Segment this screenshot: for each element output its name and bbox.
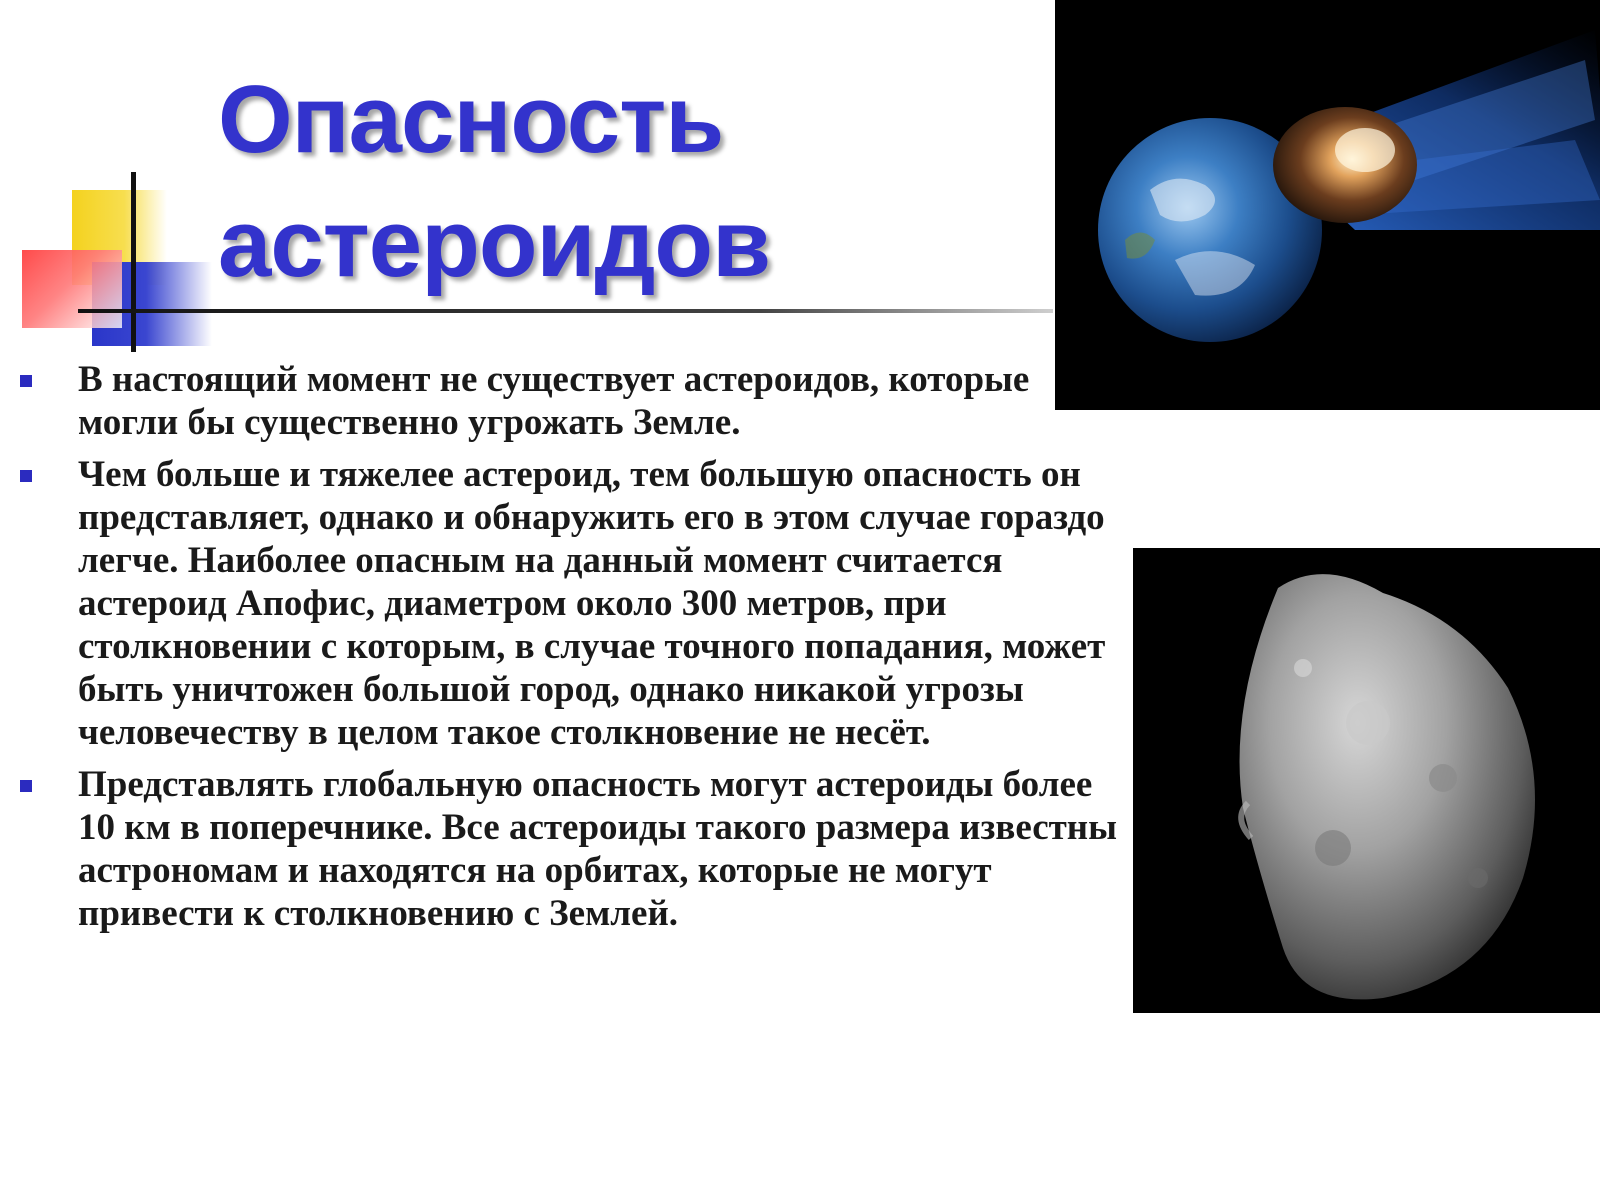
- bullet-list: [20, 358, 1120, 944]
- bullet-square-icon: [20, 470, 32, 482]
- list-item: [20, 763, 1120, 935]
- slide-title: [218, 58, 770, 306]
- bullet-text: Представлять глобальную опасность могут астероиды более 10 км в поперечнике. Все астероиды такого размера известны астрономам и находятся на орбитах, которые не могут привести к столкновению с Землей.: [78, 764, 1118, 934]
- slide-title-line-2: астероидов: [218, 190, 771, 297]
- list-item: [20, 358, 1120, 444]
- title-underline: [78, 309, 1053, 313]
- bullet-square-icon: [20, 375, 32, 387]
- bullet-text: В настоящий момент не существует астероидов, которые могли бы существенно угрожать Земле.: [78, 359, 1030, 443]
- asteroid-impact-earth-image: [1055, 0, 1600, 410]
- slide-title-line-1: Опасность: [218, 66, 724, 173]
- bullet-text: Чем больше и тяжелее астероид, тем большую опасность он представляет, однако и обнаружить его в этом случае гораздо легче. Наиболее опасным на данный момент считается астероид Апофис, диаметром около 300 метров, при столкновении с которым, в случае точного попадания, может быть уничтожен большой город, однако никакой угрозы человечеству в целом такое столкновение не несёт.: [78, 454, 1106, 753]
- asteroid-photo-image: [1133, 548, 1600, 1013]
- list-item: [20, 453, 1120, 754]
- bullet-square-icon: [20, 780, 32, 792]
- decorative-vertical-line: [131, 172, 136, 352]
- decorative-red-square: [22, 250, 122, 328]
